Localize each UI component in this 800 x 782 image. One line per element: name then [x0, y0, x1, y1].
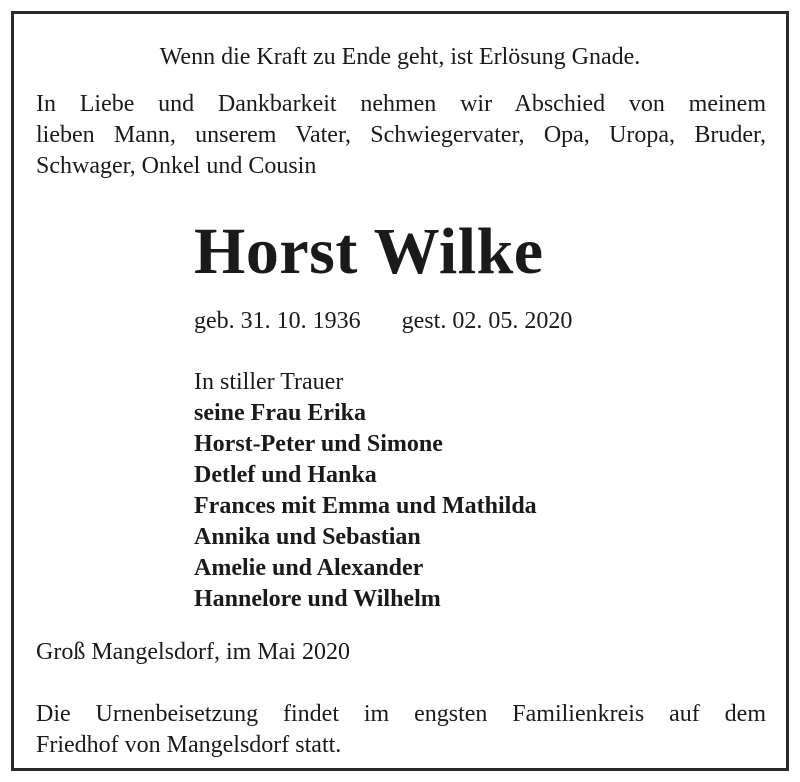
intro-line: Schwager, Onkel und Cousin — [36, 153, 317, 179]
mourner-name: Detlef und Hanka — [194, 462, 377, 488]
mourner-name: Horst-Peter und Simone — [194, 431, 443, 457]
place-date: Groß Mangelsdorf, im Mai 2020 — [36, 639, 350, 665]
mourning-heading: In stiller Trauer — [194, 369, 344, 395]
intro-text — [36, 89, 766, 182]
mourner-name: Annika und Sebastian — [194, 524, 421, 550]
motto: Wenn die Kraft zu Ende geht, ist Erlösung Gnade. — [159, 44, 641, 70]
life-dates — [194, 306, 572, 336]
death-date: gest. 02. 05. 2020 — [401, 308, 573, 334]
intro-line: In Liebe und Dankbarkeit nehmen wir Abschied von meinem — [36, 91, 766, 117]
mourner-name: seine Frau Erika — [194, 400, 366, 426]
burial-line: Die Urnenbeisetzung findet im engsten Familienkreis auf dem — [36, 701, 766, 727]
mourner-name: Frances mit Emma und Mathilda — [194, 493, 537, 519]
burial-line: Friedhof von Mangelsdorf statt. — [36, 732, 342, 758]
mourner-name: Amelie und Alexander — [194, 555, 424, 581]
mourners-block — [194, 367, 537, 615]
deceased-name: Horst Wilke — [194, 215, 544, 288]
birth-date: geb. 31. 10. 1936 — [194, 308, 361, 334]
intro-line: lieben Mann, unserem Vater, Schwiegervater, Opa, Uropa, Bruder, — [36, 122, 766, 148]
obituary-frame — [11, 11, 789, 771]
mourner-name: Hannelore und Wilhelm — [194, 586, 441, 612]
burial-note — [36, 699, 766, 761]
